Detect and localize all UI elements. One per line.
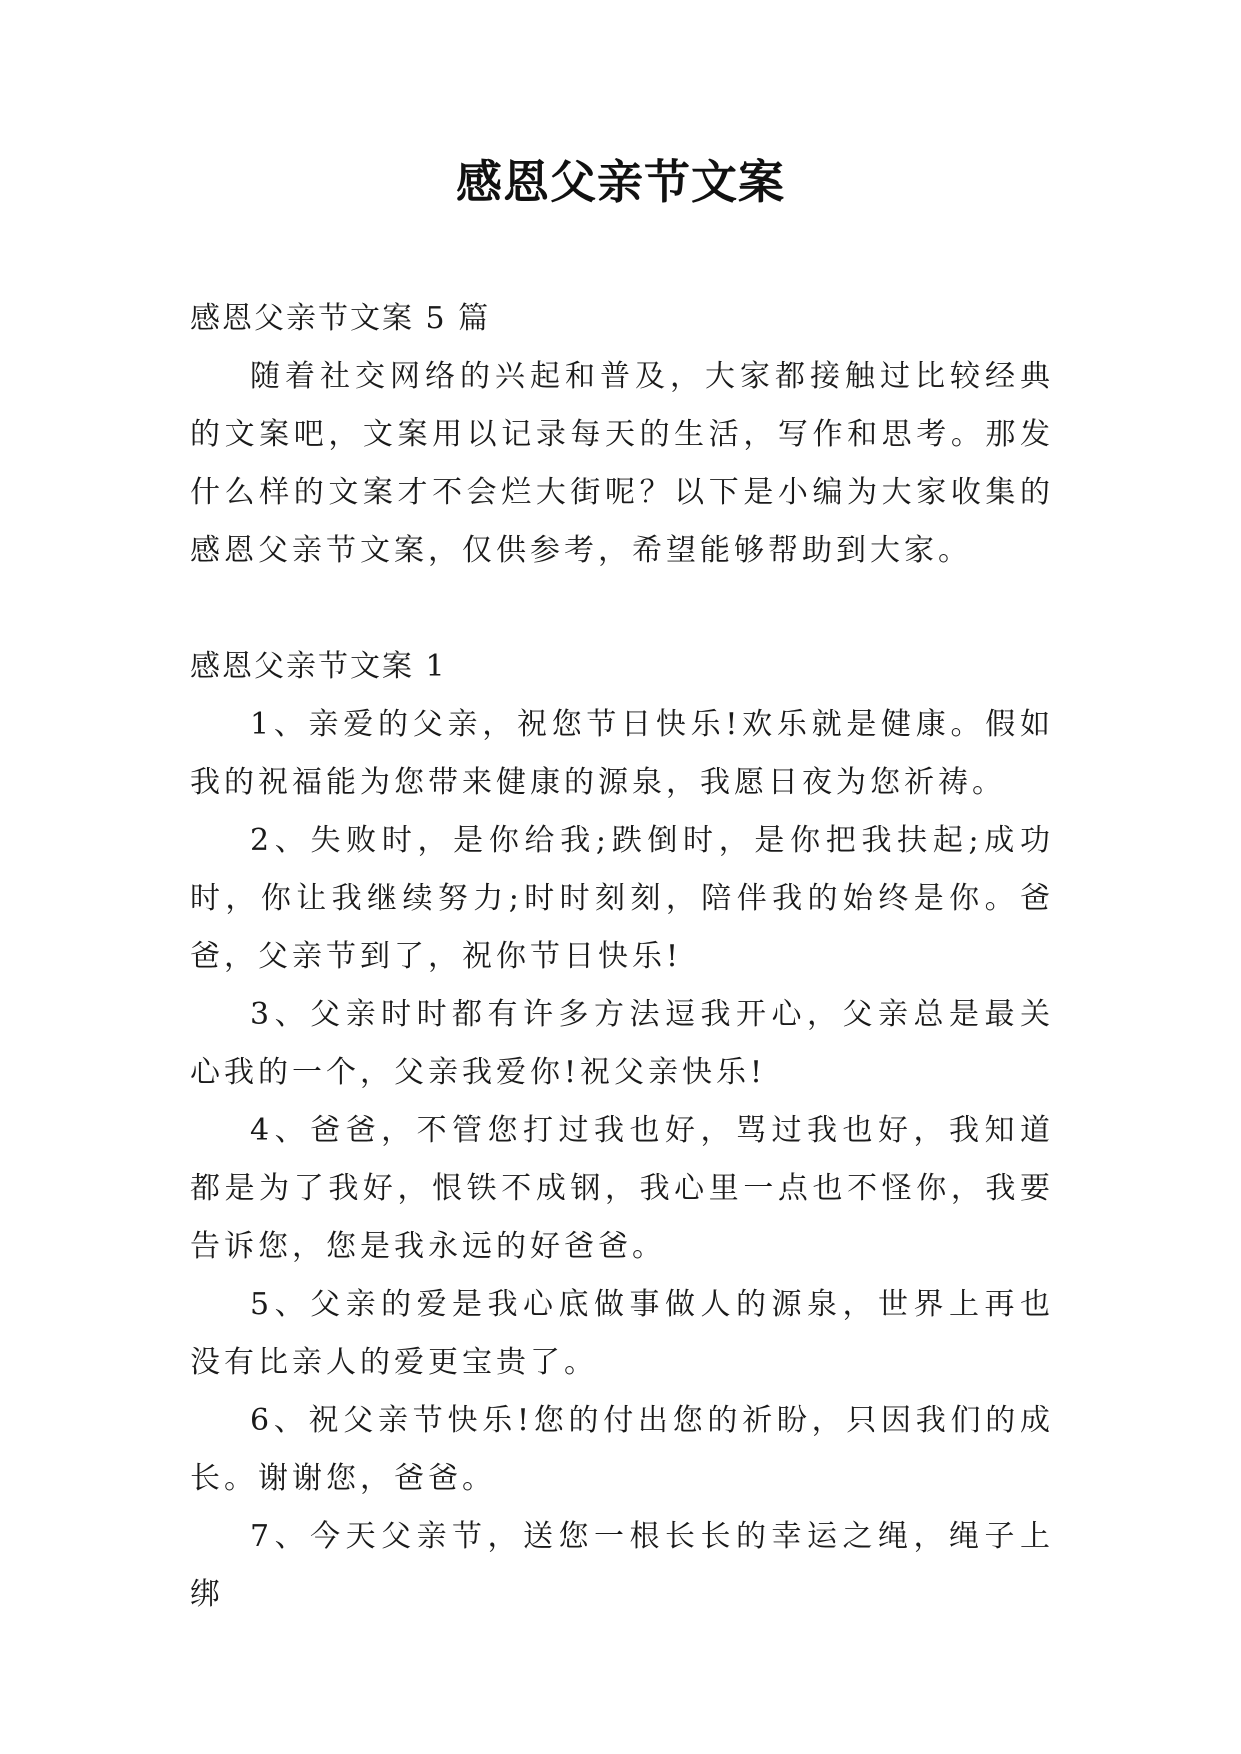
list-item-2: 2、失败时，是你给我;跌倒时，是你把我扶起;成功时，你让我继续努力;时时刻刻，陪伴我的始终是你。爸爸，父亲节到了，祝你节日快乐!	[190, 823, 1054, 974]
list-item-3: 3、父亲时时都有许多方法逗我开心，父亲总是最关心我的一个，父亲我爱你!祝父亲快乐!	[190, 997, 1054, 1090]
list-item-7: 7、今天父亲节，送您一根长长的幸运之绳，绳子上绑	[190, 1519, 1054, 1612]
paragraph-spacer	[190, 580, 1054, 638]
list-item-5: 5、父亲的爱是我心底做事做人的源泉，世界上再也没有比亲人的爱更宝贵了。	[190, 1287, 1054, 1380]
section-heading: 感恩父亲节文案 1	[190, 649, 447, 684]
document-body	[190, 290, 1054, 1624]
list-item-6: 6、祝父亲节快乐!您的付出您的祈盼，只因我们的成长。谢谢您，爸爸。	[190, 1403, 1054, 1496]
intro-heading: 感恩父亲节文案 5 篇	[190, 301, 491, 336]
intro-paragraph: 随着社交网络的兴起和普及，大家都接触过比较经典的文案吧，文案用以记录每天的生活，写作和思考。那发什么样的文案才不会烂大街呢？以下是小编为大家收集的感恩父亲节文案，仅供参考，希望能够帮助到大家。	[190, 359, 1054, 568]
list-item-4: 4、爸爸，不管您打过我也好，骂过我也好，我知道都是为了我好，恨铁不成钢，我心里一点也不怪你，我要告诉您，您是我永远的好爸爸。	[190, 1113, 1054, 1264]
list-item-1: 1、亲爱的父亲，祝您节日快乐!欢乐就是健康。假如我的祝福能为您带来健康的源泉，我愿日夜为您祈祷。	[190, 707, 1054, 800]
document-title: 感恩父亲节文案	[456, 155, 785, 209]
